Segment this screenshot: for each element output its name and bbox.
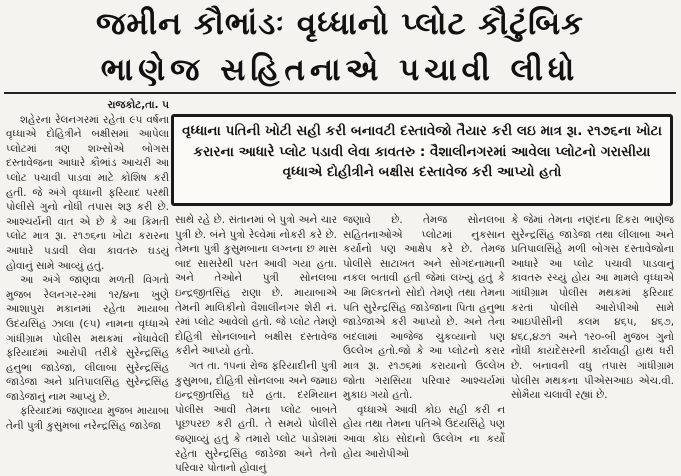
paragraph: ગત તા. ૧૫નાં રોજ ફરિયાદીની પુત્રી કુસુમબા, દોહિત્રી સોનલબા અને જમાઇ ઇન્દ્રજીતસિંહ ઘરે હતા. દરમિયાન પોલીસ આવી તેમના પ્લોટ બાબતે પૂછપરછ કરી હતી. તે સમયે પોલીસે જણાવ્યું હતું કે તમારો પ્લોટ પાડોશમાં રહેતા સુરેન્દ્રસિંહ જાડેજા અને તેનો પરિવાર પોતાનો હોવાનું <box>175 359 337 474</box>
headline-line-2: ભાણેજ સહિતનાએ પચાવી લીધો <box>100 52 580 88</box>
paragraph: સાથે રહે છે. સંતાનમાં બે પુત્રો અને ચાર પુત્રી છે. બંને પુત્રો રેલ્વેમાં નોકરી કરે છે. તેમના પુત્રી કુસુમબાના લગ્નના છ માસ બાદ સાસરેથી પરત આવી ગયા હતા. અને તેઓને પુત્રી સોનલબા ઇન્દ્રજીતસિંહ રાણા છે. માયાબાએ તેમની માલિકીનો વૈશાલીનગર શેરી નં. રમાં પ્લોટ આવેલો હતો. જે પ્લોટ તેમણે દોહિત્રી સોનલબાને બક્ષીસ દસ્તાવેજ કરીને આપ્યો હતો. <box>175 214 337 358</box>
paragraph: આ અંગે જાણવા મળતી વિગતો મુજબ રેલનગર-રમાં ૧ર/૪ના ખુણે આશાપુરા મકાનમાં રહેતા માયાબા ઉદયસિંહ ઝાલા (૯૫) નામના વૃધ્ધાએ ગાંધીગ્રામ પોલીસ મથકમાં નોંધાવેલી ફરિયાદમાં આરોપી તરીકે સુરેન્દ્રસિંહ હનુભા જાડેજા, લીલાબા સુરેન્દ્રસિંહ જાડેજા અને પ્રતિપાલસિંહ સુરેન્દ્રસિંહ જાડેજાનું નામ આપ્યું છે. <box>6 274 169 403</box>
headline-line-1: જમીન કૌભાંડઃ વૃધ્ધાનો પ્લોટ કૌટુંબિક <box>96 6 584 42</box>
article-column-4 <box>511 213 674 474</box>
dateline: રાજકોટ,તા. ૫ <box>107 99 169 111</box>
article-column-3 <box>343 213 505 474</box>
headline-rule <box>4 92 676 94</box>
deck-text: વૃધ્ધાના પતિની ખોટી સહી કરી બનાવટી દસ્તાવેજો તૈયાર કરી લઇ માત્ર રૂા. ર૧૭૬ના ખોટા કરારના આધારે પ્લોટ પડાવી લેવા કાવતરુ : વૈશાલીનગરમાં આવેલા પ્લોટનો ગરાસીયા વૃધ્ધાએ દોહીત્રીને બક્ષીસ દસ્તાવેજ કરી આપ્યો હતો <box>182 123 662 180</box>
paragraph: જણાવે છે. તેમજ સોનલબા સહિતનાઓએ પ્લોટમાં નુકસાન કર્યાનો પણ આક્ષેપ કરે છે. તેમજ પોલીસે સાટાખત અને સોગંદનામાની નકલ બતાવી હતી જેમાં લખ્યું હતું કે આ મિલ્કતનો સોદો તેમણે તથા તેમના પતિ સુરેન્દ્રસિંહ જાડેજાના પિતા હનુભા જાડેજાએ કરી આપ્યો છે. અને તેના બદલામાં આજેજ ચુકવ્યાનો પણ ઉલ્લેખ હતો.જો કે આ પ્લોટનો કરાર માત્ર રૂા. ર૧૭૬માં કરાયાનો ઉલ્લેખ જોતા ગરાસિયા પરિવાર આશ્ચર્યમાં મુકાઇ ગયો હતો. <box>343 214 505 402</box>
paragraph: ફરિયાદમાં જણાવ્યા મુજબ માયાબા તેની પુત્રી કુસુમબા નરેન્દ્રસિંહ જાડેજા <box>6 405 169 433</box>
article-column-2 <box>175 213 337 474</box>
paragraph: શહેરના રેલનગરમાં રહેતા ૯૫ વર્ષના વૃધ્ધાએ દોહિત્રીને બક્ષીસમાં આપેલા પ્લોટમાં ત્રણ શખ્સોએ બોગસ દસ્તાવેજના આધારે કૌભાંડ આચરી આ પ્લોટ પચાવી પાડવા માટે કોશિષ કરી હતી. જે અંગે વૃધ્ધાની ફરિયાદ પરથી પોલીસે ગુનો નોંધી તપાસ શરૂ કરી છે. આશ્ચર્યની વાત એ છે કે આ કિમતી પ્લોટ માત્ર રૂા. ર૧૭૬ના ખોટા કરારના આધારે પડાવી લેવા કાવતરુ ઘડયું હોવાનું સામે આવ્યું હતું. <box>6 113 169 272</box>
article-column-1 <box>6 98 169 474</box>
paragraph: કે જેમાં તેમના નણંદના દિકરા ભાણેજ સુરેન્દ્રસિંહ જાડેજા તથા લીલાબા અને પ્રતિપાલસિંહે મળી બોગસ દસ્તાવેજોના આધારે આ પ્લોટ પચાવી પાડવાનું કાવતરુ રચ્યું હોય આ મામલે વૃધ્ધાએ ગાંધીગ્રામ પોલીસ મથકમાં ફરિયાદ કરતાં પોલીસે આરોપીઓ સામે આઇપીસીની કલમ ૪૬૫, ૪૬૭, ૪૬૮,૪૭૧ અને ૧ર૦-બી મુજબ ગુનો નોંધી કાયદેસરની કાર્યવાહી હાથ ધરી છે. બનાવની વધુ તપાસ ગાંધીગ્રામ પોલીસ મથકના પીએસઆઇ એચ.વી. સોમૈયા ચલાવી રહ્યાં છે. <box>511 214 674 402</box>
paragraph: વૃધ્ધાએ આવી કોઇ સહી કરી ન હોય તથા તેમના પતિએ ઉદયસિંહે પણ આવા કોઇ સોદાનો ઉલ્લેખ ના કર્યો હોય આરોપીઓ <box>343 403 505 460</box>
deck-box <box>171 114 673 206</box>
